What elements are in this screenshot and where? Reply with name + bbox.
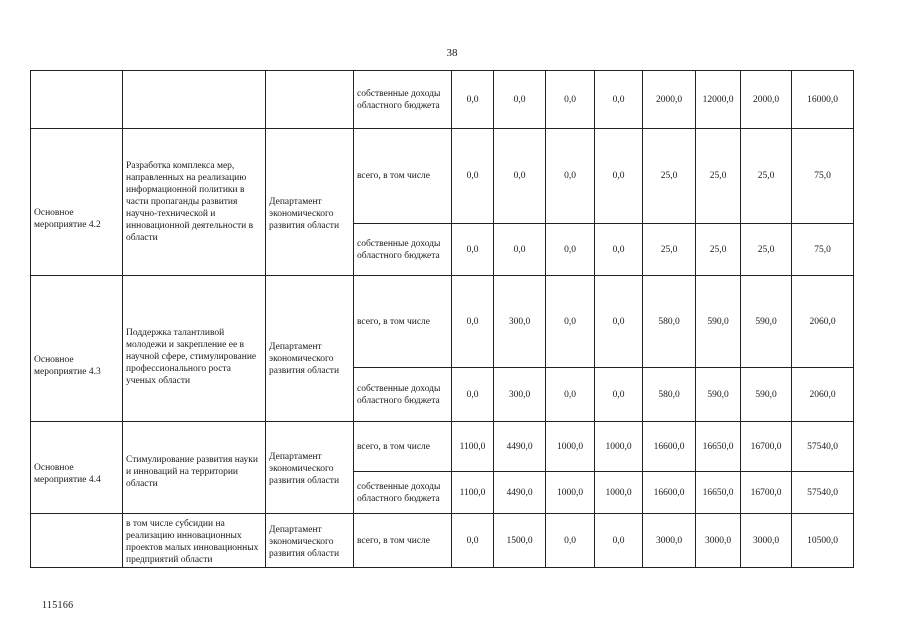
measure-cell: Основное мероприятие 4.4 xyxy=(31,422,123,514)
value-cell: 57540,0 xyxy=(792,422,854,472)
value-cell: 2000,0 xyxy=(741,71,792,129)
value-cell: 590,0 xyxy=(696,276,741,368)
value-cell: 590,0 xyxy=(741,368,792,422)
value-cell: 0,0 xyxy=(595,71,643,129)
value-cell: 0,0 xyxy=(452,71,494,129)
table-row xyxy=(31,422,854,472)
value-cell: 1000,0 xyxy=(595,422,643,472)
value-cell: 0,0 xyxy=(494,71,546,129)
value-cell: 1000,0 xyxy=(546,422,595,472)
value-cell: 25,0 xyxy=(741,129,792,224)
funding-source-cell: собственные доходы областного бюджета xyxy=(354,224,452,276)
department-cell: Департамент экономического развития области xyxy=(266,514,354,568)
value-cell: 1000,0 xyxy=(595,472,643,514)
value-cell: 16600,0 xyxy=(643,472,696,514)
value-cell: 0,0 xyxy=(452,129,494,224)
funding-source-cell: всего, в том числе xyxy=(354,276,452,368)
page-number: 38 xyxy=(446,47,458,59)
value-cell: 0,0 xyxy=(595,368,643,422)
value-cell: 300,0 xyxy=(494,276,546,368)
description-cell: Стимулирование развития науки и инноваций на территории области xyxy=(123,422,266,514)
value-cell: 3000,0 xyxy=(643,514,696,568)
value-cell: 0,0 xyxy=(452,276,494,368)
value-cell: 25,0 xyxy=(643,129,696,224)
funding-source-cell: всего, в том числе xyxy=(354,422,452,472)
funding-source-cell: собственные доходы областного бюджета xyxy=(354,472,452,514)
table-row xyxy=(31,129,854,224)
value-cell: 0,0 xyxy=(452,514,494,568)
value-cell: 0,0 xyxy=(595,224,643,276)
value-cell: 0,0 xyxy=(452,368,494,422)
measure-cell: Основное мероприятие 4.3 xyxy=(31,276,123,422)
value-cell: 0,0 xyxy=(452,224,494,276)
value-cell: 25,0 xyxy=(643,224,696,276)
value-cell: 16650,0 xyxy=(696,472,741,514)
value-cell: 580,0 xyxy=(643,276,696,368)
department-cell: Департамент экономического развития области xyxy=(266,276,354,422)
funding-source-cell: собственные доходы областного бюджета xyxy=(354,368,452,422)
value-cell: 16650,0 xyxy=(696,422,741,472)
department-cell: Департамент экономического развития области xyxy=(266,422,354,514)
value-cell: 12000,0 xyxy=(696,71,741,129)
department-cell xyxy=(266,71,354,129)
value-cell: 0,0 xyxy=(494,224,546,276)
value-cell: 16600,0 xyxy=(643,422,696,472)
funding-source-cell: всего, в том числе xyxy=(354,514,452,568)
value-cell: 25,0 xyxy=(741,224,792,276)
value-cell: 1100,0 xyxy=(452,422,494,472)
value-cell: 3000,0 xyxy=(741,514,792,568)
value-cell: 2000,0 xyxy=(643,71,696,129)
value-cell: 4490,0 xyxy=(494,472,546,514)
value-cell: 0,0 xyxy=(546,514,595,568)
value-cell: 57540,0 xyxy=(792,472,854,514)
document-code: 115166 xyxy=(42,600,74,611)
value-cell: 1500,0 xyxy=(494,514,546,568)
value-cell: 4490,0 xyxy=(494,422,546,472)
value-cell: 2060,0 xyxy=(792,368,854,422)
value-cell: 0,0 xyxy=(494,129,546,224)
value-cell: 1000,0 xyxy=(546,472,595,514)
measure-cell xyxy=(31,71,123,129)
value-cell: 0,0 xyxy=(595,276,643,368)
value-cell: 0,0 xyxy=(546,129,595,224)
table-row xyxy=(31,276,854,368)
budget-table xyxy=(30,70,854,568)
value-cell: 1100,0 xyxy=(452,472,494,514)
funding-source-cell: всего, в том числе xyxy=(354,129,452,224)
value-cell: 300,0 xyxy=(494,368,546,422)
value-cell: 0,0 xyxy=(595,514,643,568)
value-cell: 590,0 xyxy=(741,276,792,368)
value-cell: 0,0 xyxy=(546,71,595,129)
value-cell: 75,0 xyxy=(792,224,854,276)
value-cell: 0,0 xyxy=(546,276,595,368)
funding-source-cell: собственные доходы областного бюджета xyxy=(354,71,452,129)
description-cell: в том числе субсидии на реализацию инновационных проектов малых инновационных предприятий области xyxy=(123,514,266,568)
value-cell: 16700,0 xyxy=(741,422,792,472)
description-cell: Разработка комплекса мер, направленных на реализацию информационной политики в части пропаганды развития научно-технической и инновационной деятельности в области xyxy=(123,129,266,276)
measure-cell xyxy=(31,514,123,568)
value-cell: 16700,0 xyxy=(741,472,792,514)
value-cell: 75,0 xyxy=(792,129,854,224)
value-cell: 25,0 xyxy=(696,129,741,224)
value-cell: 0,0 xyxy=(546,224,595,276)
value-cell: 3000,0 xyxy=(696,514,741,568)
value-cell: 580,0 xyxy=(643,368,696,422)
value-cell: 590,0 xyxy=(696,368,741,422)
value-cell: 0,0 xyxy=(546,368,595,422)
value-cell: 2060,0 xyxy=(792,276,854,368)
description-cell xyxy=(123,71,266,129)
department-cell: Департамент экономического развития области xyxy=(266,129,354,276)
value-cell: 10500,0 xyxy=(792,514,854,568)
table-row xyxy=(31,514,854,568)
value-cell: 16000,0 xyxy=(792,71,854,129)
table-row xyxy=(31,71,854,129)
description-cell: Поддержка талантливой молодежи и закрепление ее в научной сфере, стимулирование профессионального роста ученых области xyxy=(123,276,266,422)
value-cell: 0,0 xyxy=(595,129,643,224)
value-cell: 25,0 xyxy=(696,224,741,276)
measure-cell: Основное мероприятие 4.2 xyxy=(31,129,123,276)
